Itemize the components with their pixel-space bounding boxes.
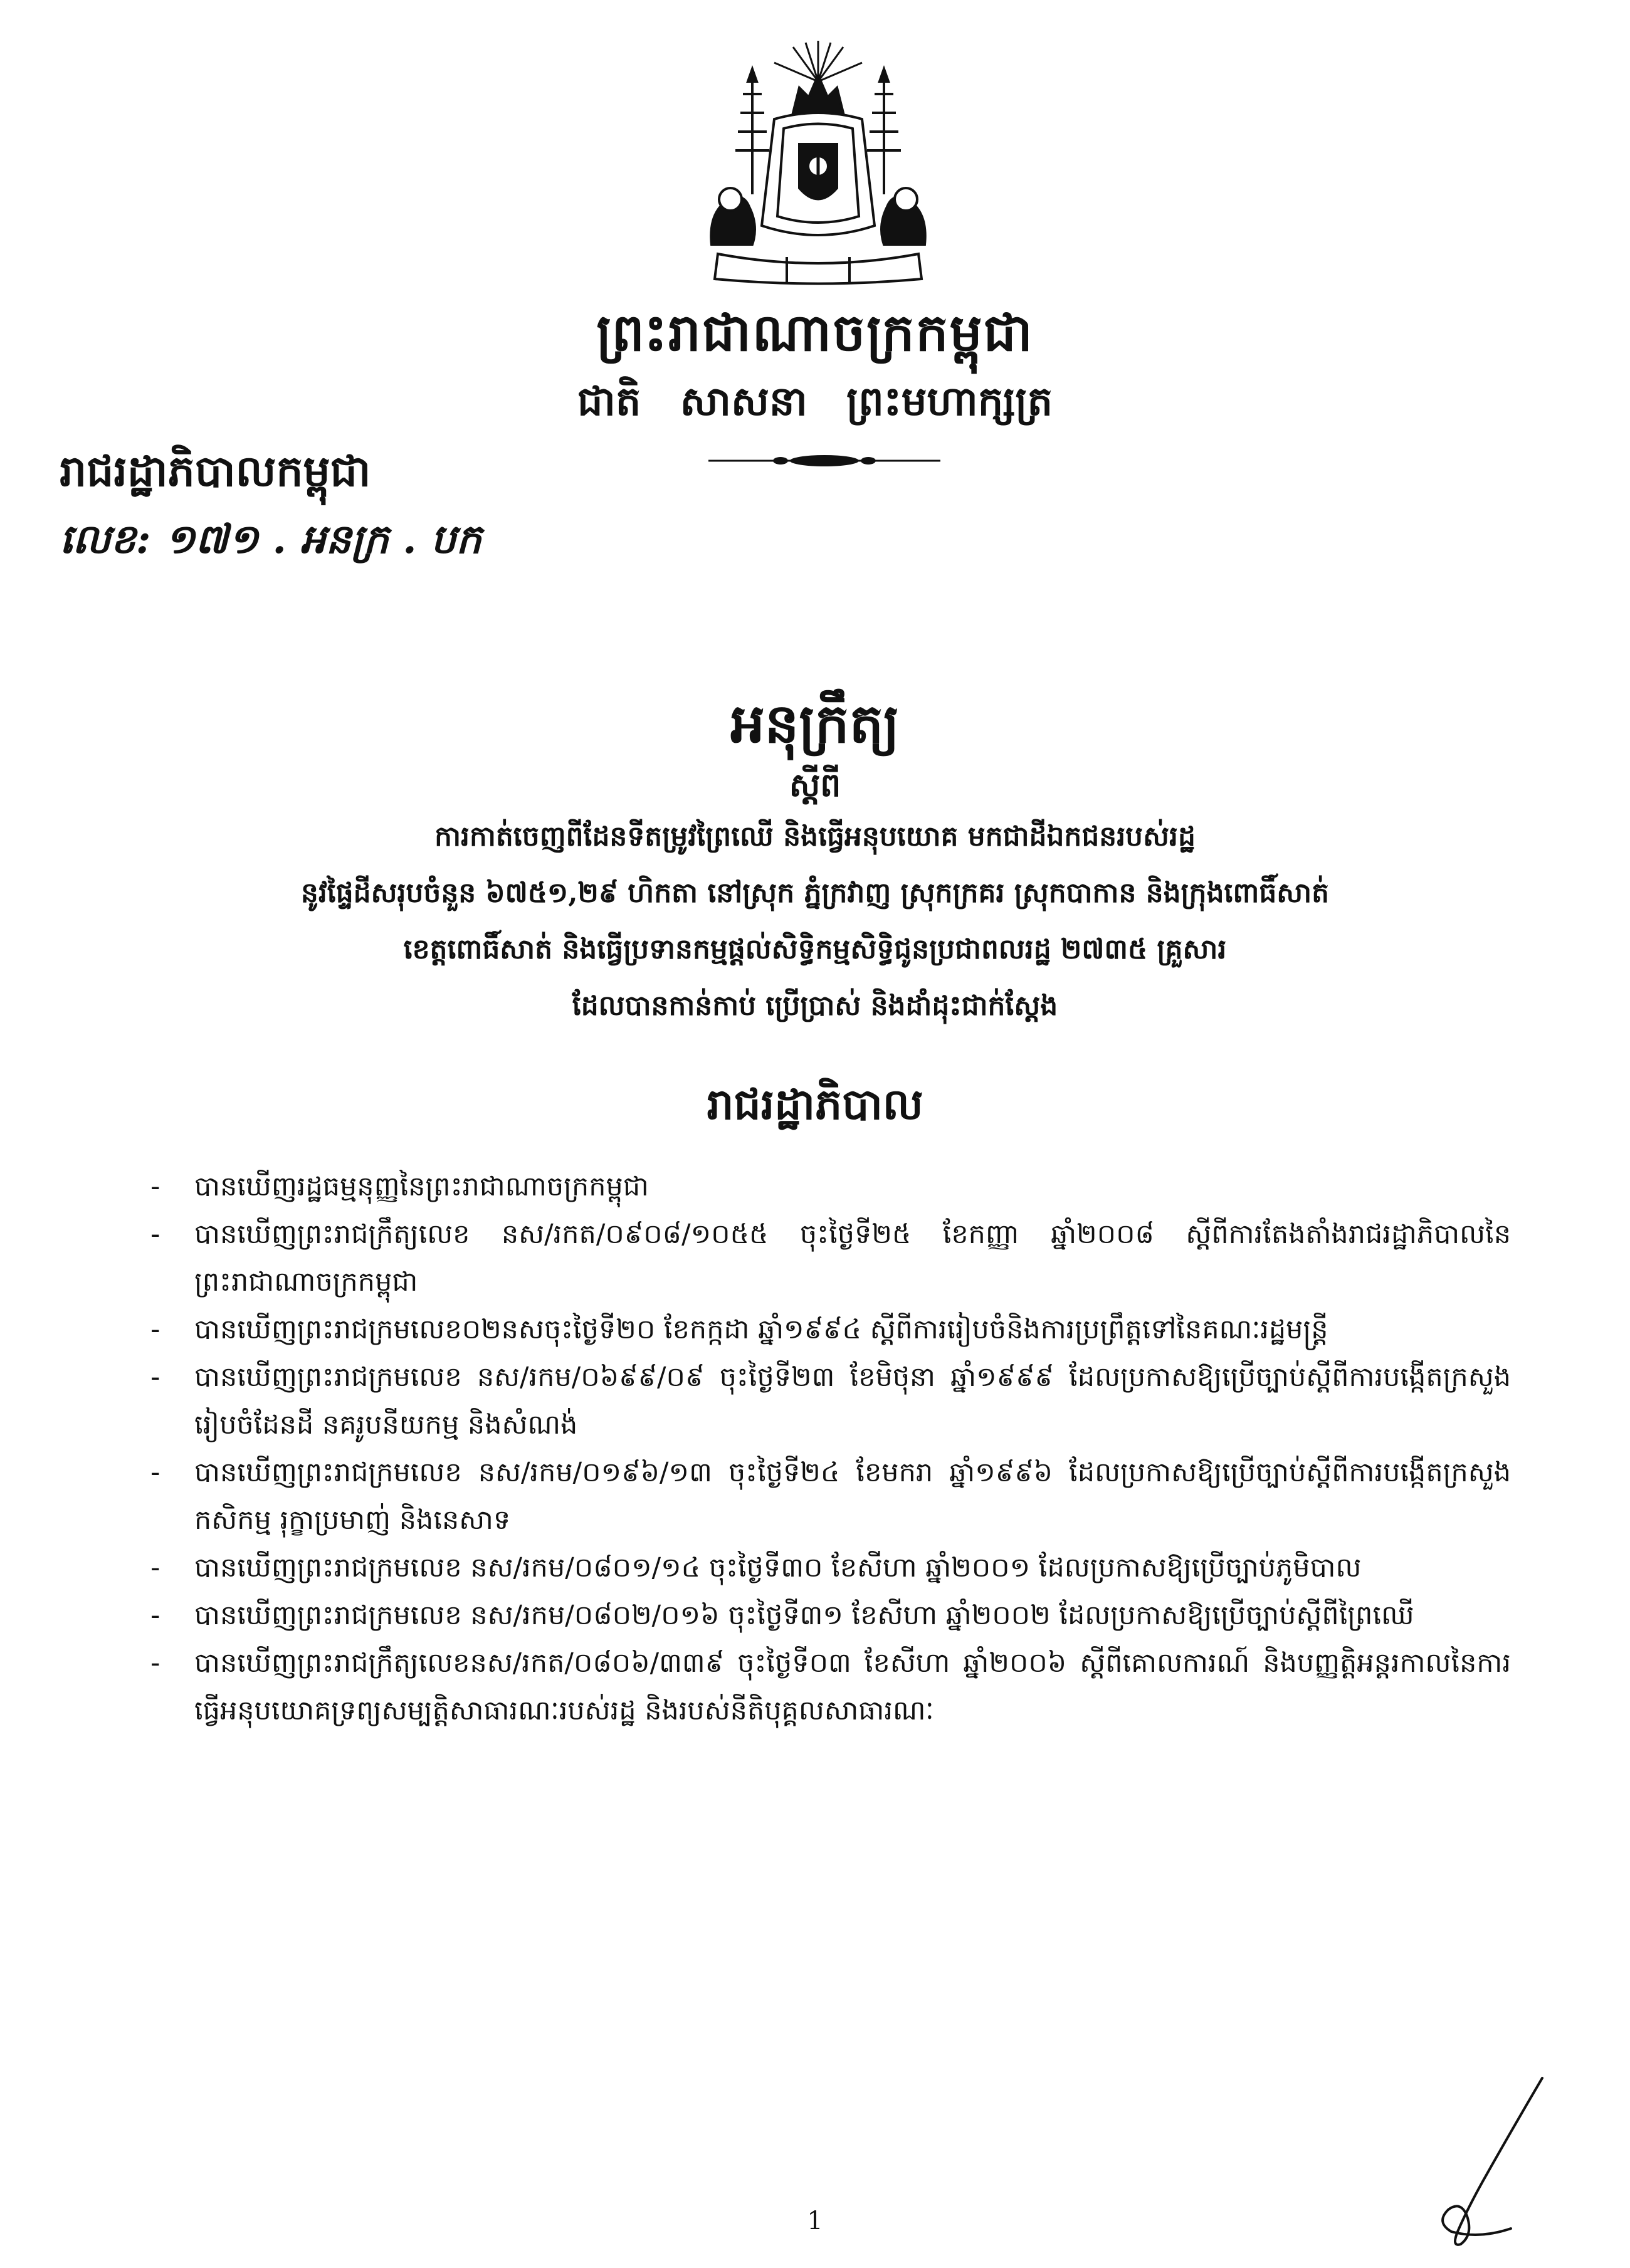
list-item <box>150 1353 1511 1449</box>
preamble-text: បានឃើញព្រះរាជក្រមលេខ នស/រកម/០៦៩៩/០៩ ចុះថ្ងៃទី២៣ ខែមិថុនា ឆ្នាំ១៩៩៩ ដែលប្រកាសឱ្យប្រើច្បាប់ស្តីពីការបង្កើតក្រសួងរៀបចំដែនដី នគរូបនីយកម្ម និងសំណង់ <box>194 1362 1511 1441</box>
preamble-text: បានឃើញព្រះរាជក្រមលេខ នស/រកម/០៨០២/០១៦ ចុះថ្ងៃទី៣១ ខែសីហា ឆ្នាំ២០០២ ដែលប្រកាសឱ្យប្រើច្បាប់ស្តីពីព្រៃឈើ <box>194 1600 1414 1631</box>
list-item <box>150 1449 1511 1544</box>
national-motto: ជាតិ សាសនា ព្រះមហាក្សត្រ <box>577 378 1053 425</box>
list-item <box>150 1306 1511 1353</box>
list-item <box>150 1210 1511 1306</box>
preamble-list <box>150 1163 1511 1735</box>
kingdom-title: ព្រះរាជាណាចក្រកម្ពុជា <box>596 303 1034 363</box>
subject-label: ស្តីពី <box>789 766 841 804</box>
preamble-text: បានឃើញព្រះរាជក្រឹត្យលេខនស/រកត/០៨០៦/៣៣៩ ចុះថ្ងៃទី០៣ ខែសីហា ឆ្នាំ២០០៦ ស្តីពីគោលការណ៍ និងបញ្ញត្តិអន្តរកាលនៃការធ្វើអនុបយោគទ្រព្យសម្បត្តិសាធារណៈរបស់រដ្ឋ និងរបស់នីតិបុគ្គលសាធារណៈ <box>194 1647 1511 1726</box>
list-item <box>150 1639 1511 1735</box>
bullet-dash: - <box>150 1362 160 1393</box>
preamble-text: បានឃើញព្រះរាជក្រមលេខ នស/រកម/០១៩៦/១៣ ចុះថ្ងៃទី២៤ ខែមករា ឆ្នាំ១៩៩៦ ដែលប្រកាសឱ្យប្រើច្បាប់ស្តីពីការបង្កើតក្រសួងកសិកម្ម រុក្ខាប្រមាញ់ និងនេសាទ <box>194 1457 1511 1536</box>
preamble-text: បានឃើញព្រះរាជក្រឹត្យលេខ នស/រកត/០៩០៨/១០៥៥ ចុះថ្ងៃទី២៥ ខែកញ្ញា ឆ្នាំ២០០៨ ស្តីពីការតែងតាំងរាជរដ្ឋាភិបាលនៃព្រះរាជាណាចក្រកម្ពុជា <box>194 1219 1511 1298</box>
reference-number: លេខ: ១៧១ . អនក្រ . បក <box>60 516 482 563</box>
document-type: អនុក្រឹត្យ <box>730 692 900 755</box>
bullet-dash: - <box>150 1552 160 1583</box>
subject-line: ខេត្តពោធិ៍សាត់ និងធ្វើប្រទានកម្មផ្តល់សិទ្ធិកម្មសិទ្ធិជូនប្រជាពលរដ្ឋ ២៧៣៥ គ្រួសារ <box>403 933 1227 965</box>
royal-coat-of-arms-icon <box>699 38 937 288</box>
bullet-dash: - <box>150 1647 160 1679</box>
bullet-dash: - <box>150 1171 160 1202</box>
preamble-text: បានឃើញព្រះរាជក្រមលេខ០២នសចុះថ្ងៃទី២០ ខែកក្កដា ឆ្នាំ១៩៩៤ ស្តីពីការរៀបចំនិងការប្រព្រឹត្តទៅនៃគណៈរដ្ឋមន្ត្រី <box>194 1314 1328 1345</box>
bullet-dash: - <box>150 1314 160 1345</box>
page-number: 1 <box>807 2207 823 2235</box>
subject-block <box>163 809 1467 1034</box>
preamble-text: បានឃើញរដ្ឋធម្មនុញ្ញនៃព្រះរាជាណាចក្រកម្ពុជា <box>194 1171 649 1202</box>
bullet-dash: - <box>150 1457 160 1488</box>
issuing-government: រាជរដ្ឋាភិបាលកម្ពុជា <box>60 446 371 496</box>
subject-line: ដែលបានកាន់កាប់ ប្រើប្រាស់ និងដាំដុះជាក់ស្តែង <box>572 990 1058 1022</box>
subject-line: នូវផ្ទៃដីសរុបចំនួន ៦៧៥១,២៩ ហិកតា នៅស្រុក ភ្នំក្រវាញ ស្រុកក្រគរ ស្រុកបាកាន និងក្រុងពោធិ៍សាត់ <box>300 877 1330 909</box>
section-heading: រាជរដ្ឋាភិបាល <box>707 1079 923 1130</box>
list-item <box>150 1592 1511 1639</box>
preamble-text: បានឃើញព្រះរាជក្រមលេខ នស/រកម/០៨០១/១៤ ចុះថ្ងៃទី៣០ ខែសីហា ឆ្នាំ២០០១ ដែលប្រកាសឱ្យប្រើច្បាប់ភូមិបាល <box>194 1552 1362 1583</box>
subject-line: ការកាត់ចេញពីដែនទីតម្រូវព្រៃឈើ និងធ្វើអនុបយោគ មកជាដីឯកជនរបស់រដ្ឋ <box>434 821 1196 853</box>
list-item <box>150 1544 1511 1592</box>
bullet-dash: - <box>150 1219 160 1250</box>
list-item <box>150 1163 1511 1210</box>
ornamental-divider-icon <box>708 451 940 470</box>
bullet-dash: - <box>150 1600 160 1631</box>
